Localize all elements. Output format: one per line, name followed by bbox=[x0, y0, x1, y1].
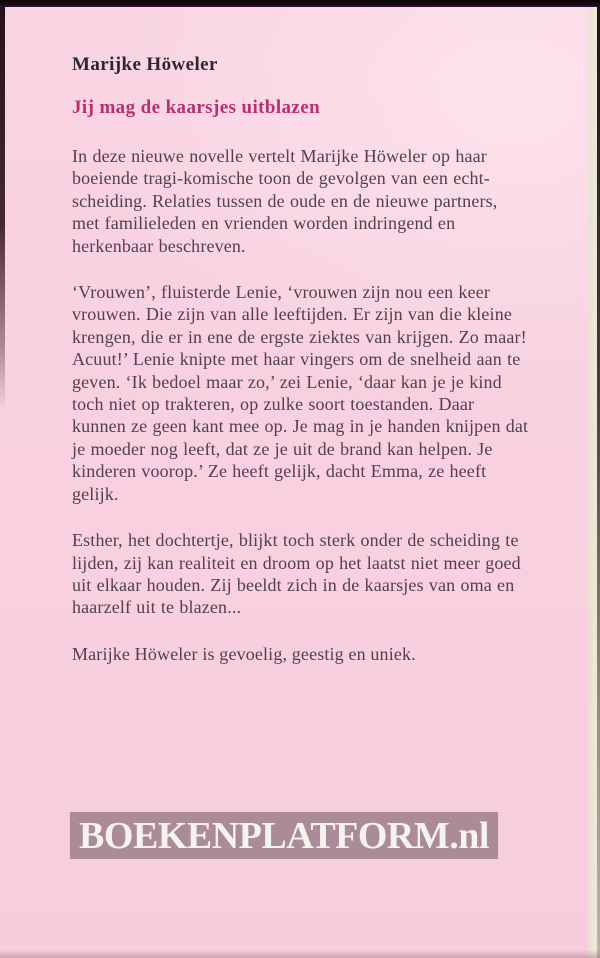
blurb-paragraph-1: In deze nieuwe novelle vertelt Marijke Höweler op haar boeiende tragi-komische toon de gevolgen van een echt-scheiding. Relaties tussen de oude en de nieuwe partners, met familieleden en vrienden worden indringend en herkenbaar beschreven. bbox=[72, 146, 498, 256]
scan-edge-left bbox=[0, 0, 5, 410]
scan-shadow-bottom bbox=[0, 950, 600, 958]
book-title: Jij mag de kaarsjes uitblazen bbox=[72, 97, 321, 118]
blurb-paragraph-3: Esther, het dochtertje, blijkt toch sterk onder de scheiding te lijden, zij kan realiteit en droom op het laatst niet meer goed uit elkaar houden. Zij beeldt zich in de kaarsjes van oma en haarzelf uit te blazen... bbox=[72, 530, 521, 618]
blurb-paragraph-2: ‘Vrouwen’, fluisterde Lenie, ‘vrouwen zijn nou een keer vrouwen. Die zijn van alle leeftijden. Er zijn van die kleine krengen, die er in ene de ergste ziektes van krijgen. Zo maar! Acuut!’ Lenie knipte met haar vingers om de snelheid aan te geven. ‘Ik bedoel maar zo,’ zei Lenie, ‘daar kan je je kind toch niet op trakteren, op zulke soort toestanden. Daar kunnen ze geen kant mee op. Je mag in je handen knijpen dat je moeder nog leeft, dat ze je uit de brand kan helpen. Je kinderen voorop.’ Ze heeft gelijk, dacht Emma, ze heeft gelijk. bbox=[72, 282, 529, 504]
blurb-text bbox=[72, 145, 530, 619]
author-name: Marijke Höweler bbox=[72, 54, 218, 75]
blurb-block bbox=[72, 54, 530, 665]
closing-line: Marijke Höweler is gevoelig, geestig en uniek. bbox=[72, 643, 416, 664]
watermark-banner bbox=[70, 812, 498, 859]
scan-edge-top bbox=[0, 0, 600, 7]
watermark-text: BOEKENPLATFORM.nl bbox=[79, 814, 489, 857]
